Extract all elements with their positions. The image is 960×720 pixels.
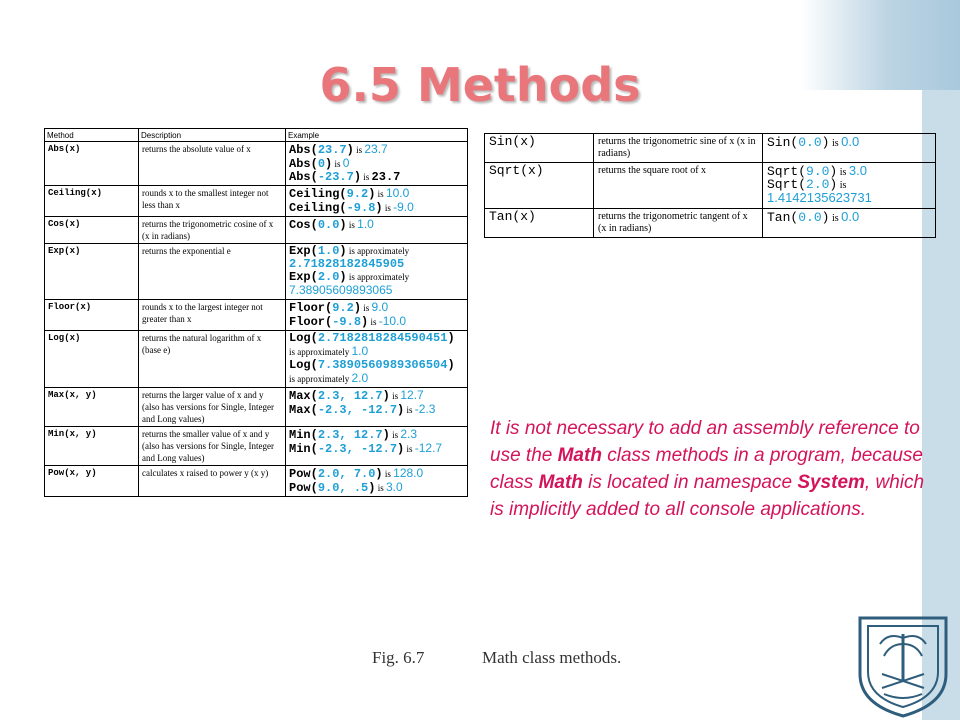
- example-code: Sin(: [767, 135, 799, 150]
- note-part: class methods in a program, because class: [490, 445, 923, 493]
- example-line: [289, 332, 464, 345]
- example-line: [767, 192, 931, 206]
- example-result: 0.0: [841, 209, 860, 224]
- method-name: Sqrt(x): [485, 163, 594, 209]
- example-code: Abs(: [289, 157, 318, 171]
- example-code: Abs(: [289, 170, 318, 184]
- example-arg: -9.8: [332, 315, 362, 329]
- method-example: [286, 300, 468, 331]
- example-is: is: [377, 189, 384, 199]
- example-line: [289, 359, 464, 372]
- example-is: is: [377, 483, 384, 493]
- example-result: 128.0: [393, 466, 424, 480]
- example-is: is: [384, 203, 391, 213]
- example-tail: is approximately: [289, 374, 350, 384]
- example-result: -12.7: [414, 441, 443, 455]
- example-arg: -2.3, -12.7: [317, 403, 398, 417]
- example-line: [289, 442, 464, 456]
- example-code-close: ): [829, 177, 838, 192]
- example-code: Floor(: [289, 301, 333, 315]
- example-line: [767, 136, 931, 150]
- method-description: returns the trigonometric tangent of x (x in radians): [594, 209, 763, 238]
- example-arg: 7.3890560989306504: [317, 358, 448, 372]
- table-row: [45, 300, 468, 331]
- example-arg: 2.3, 12.7: [317, 428, 383, 442]
- example-code-close: ): [353, 170, 362, 184]
- method-name: Cos(x): [45, 217, 139, 244]
- method-name: Min(x, y): [45, 427, 139, 466]
- example-code: Floor(: [289, 315, 333, 329]
- example-line: [289, 481, 464, 495]
- example-is: is: [363, 303, 370, 313]
- example-code-close: ): [361, 315, 369, 329]
- example-arg: 9.0: [806, 164, 830, 179]
- slide-title: 6.5 Methods: [319, 58, 641, 112]
- example-code: Max(: [289, 389, 318, 403]
- method-name: Abs(x): [45, 142, 139, 186]
- example-line: [289, 428, 464, 442]
- example-is: is: [363, 172, 370, 182]
- example-result: 0.0: [841, 134, 860, 149]
- example-line: [289, 187, 464, 201]
- example-result: 23.7: [371, 170, 401, 184]
- example-code-close: ): [447, 331, 455, 345]
- example-arg: 2.7182818284590451: [317, 331, 448, 345]
- example-code-close: ): [382, 428, 390, 442]
- example-result: 0: [342, 156, 350, 170]
- note-emphasis: Math: [557, 445, 602, 466]
- method-example: [763, 163, 936, 209]
- example-is: is: [356, 145, 363, 155]
- example-arg: -9.8: [346, 201, 376, 215]
- method-name: Tan(x): [485, 209, 594, 238]
- math-methods-table: [44, 128, 468, 497]
- example-is: is: [406, 405, 413, 415]
- method-description: returns the trigonometric sine of x (x in radians): [594, 134, 763, 163]
- method-description: returns the square root of x: [594, 163, 763, 209]
- method-example: [286, 427, 468, 466]
- example-code-close: ): [346, 143, 354, 157]
- example-is: is: [384, 469, 391, 479]
- method-description: returns the absolute value of x: [139, 142, 286, 186]
- column-header-example: Example: [286, 129, 468, 142]
- table-row: [45, 331, 468, 388]
- method-description: returns the larger value of x and y (also has versions for Single, Integer and Long values): [139, 388, 286, 427]
- example-is: is: [839, 167, 847, 178]
- example-result: 3.0: [848, 163, 867, 178]
- university-seal-icon: [850, 604, 956, 718]
- example-arg: 0.0: [798, 135, 822, 150]
- example-result: 1.4142135623731: [767, 190, 872, 205]
- example-arg: 2.0: [806, 177, 830, 192]
- table-row: [45, 388, 468, 427]
- figure-caption: [372, 648, 621, 668]
- example-result: 23.7: [364, 142, 388, 156]
- example-code: Sqrt(: [767, 177, 807, 192]
- example-line: [289, 389, 464, 403]
- example-code-close: ): [382, 389, 390, 403]
- table-row: [45, 142, 468, 186]
- table-row: [485, 163, 936, 209]
- note-part: It is not necessary to add an assembly reference to use the: [490, 418, 920, 466]
- example-code: Min(: [289, 428, 318, 442]
- example-is: is: [392, 430, 399, 440]
- example-line: [289, 201, 464, 215]
- example-code-close: ): [375, 467, 383, 481]
- example-arg: 0: [317, 157, 326, 171]
- example-arg: 1.0: [317, 244, 340, 258]
- example-code-close: ): [821, 210, 830, 225]
- example-arg: 23.7: [317, 143, 347, 157]
- example-code: Tan(: [767, 210, 799, 225]
- trig-methods-table: [484, 133, 936, 238]
- method-example: [286, 466, 468, 497]
- example-is: is: [839, 180, 847, 191]
- example-is: is: [348, 220, 355, 230]
- example-code: Pow(: [289, 481, 318, 495]
- note-part: is located in namespace: [582, 472, 798, 493]
- example-code: Log(: [289, 358, 318, 372]
- example-code-close: ): [829, 164, 838, 179]
- method-example: [763, 209, 936, 238]
- example-result: -10.0: [378, 314, 407, 328]
- method-example: [286, 331, 468, 388]
- example-is: is: [831, 213, 839, 224]
- example-arg: 9.2: [346, 187, 369, 201]
- example-tail: is approximately: [289, 347, 350, 357]
- example-code-close: ): [339, 270, 347, 284]
- note-emphasis: System: [797, 472, 865, 493]
- example-code-close: ): [325, 157, 333, 171]
- example-code: Sqrt(: [767, 164, 807, 179]
- example-line: [289, 403, 464, 417]
- example-is: is: [334, 159, 341, 169]
- note-text: [490, 415, 940, 523]
- example-arg: -23.7: [317, 170, 354, 184]
- example-code: Log(: [289, 331, 318, 345]
- example-line: [289, 171, 464, 184]
- example-code-close: ): [447, 358, 455, 372]
- example-line: [289, 315, 464, 329]
- method-name: Max(x, y): [45, 388, 139, 427]
- table-row: [45, 466, 468, 497]
- example-code-close: ): [397, 403, 405, 417]
- example-code: Max(: [289, 403, 318, 417]
- example-line: [289, 301, 464, 315]
- method-name: Ceiling(x): [45, 186, 139, 217]
- example-code: Ceiling(: [289, 201, 347, 215]
- note-part: , which is implicitly added to all console applications.: [490, 472, 925, 520]
- example-code: Ceiling(: [289, 187, 347, 201]
- method-example: [286, 388, 468, 427]
- method-name: Pow(x, y): [45, 466, 139, 497]
- example-code: Exp(: [289, 244, 318, 258]
- example-arg: 2.0, 7.0: [317, 467, 376, 481]
- method-name: Sin(x): [485, 134, 594, 163]
- example-is: is: [370, 317, 377, 327]
- example-is: is: [831, 138, 839, 149]
- method-example: [286, 186, 468, 217]
- method-description: returns the trigonometric cosine of x (x in radians): [139, 217, 286, 244]
- method-example: [286, 142, 468, 186]
- example-arg: 0.0: [317, 218, 340, 232]
- example-result: 3.0: [385, 480, 403, 494]
- method-example: [763, 134, 936, 163]
- column-header-description: Description: [139, 129, 286, 142]
- example-line: [289, 372, 464, 386]
- example-arg: 2.3, 12.7: [317, 389, 383, 403]
- example-line: [289, 143, 464, 157]
- example-code-close: ): [339, 244, 347, 258]
- example-line: [289, 345, 464, 359]
- example-result: 7.38905609893065: [289, 283, 393, 297]
- example-tail: is approximately: [348, 272, 410, 282]
- example-arg: 0.0: [798, 210, 822, 225]
- example-code-close: ): [353, 301, 362, 315]
- example-arg: 9.2: [332, 301, 354, 315]
- example-code-close: ): [368, 481, 376, 495]
- example-code-close: ): [375, 201, 383, 215]
- example-result: -2.3: [414, 402, 436, 416]
- example-code: Pow(: [289, 467, 318, 481]
- method-name: Log(x): [45, 331, 139, 388]
- example-result: 2.71828182845905: [289, 257, 405, 271]
- table-row: [45, 186, 468, 217]
- table-row: [485, 134, 936, 163]
- method-description: calculates x raised to power y (x y): [139, 466, 286, 497]
- method-description: rounds x to the smallest integer not less than x: [139, 186, 286, 217]
- example-code: Exp(: [289, 270, 318, 284]
- example-arg: 2.0: [317, 270, 340, 284]
- example-line: [289, 467, 464, 481]
- example-arg: 9.0, .5: [317, 481, 369, 495]
- method-name: Floor(x): [45, 300, 139, 331]
- example-is: is: [406, 444, 413, 454]
- example-code-close: ): [339, 218, 347, 232]
- example-result: 9.0: [371, 300, 389, 314]
- example-result: -9.0: [393, 200, 414, 214]
- method-description: returns the natural logarithm of x (base e): [139, 331, 286, 388]
- figure-label: Fig. 6.7: [372, 648, 425, 667]
- example-code-close: ): [821, 135, 830, 150]
- example-code-close: ): [397, 442, 405, 456]
- example-tail: is approximately: [348, 246, 410, 256]
- example-result: 2.3: [400, 427, 418, 441]
- example-result: 12.7: [400, 388, 424, 402]
- table-row: [485, 209, 936, 238]
- example-result: 2.0: [351, 371, 369, 385]
- example-result: 1.0: [357, 217, 374, 231]
- figure-caption-text: Math class methods.: [482, 648, 622, 667]
- example-arg: -2.3, -12.7: [317, 442, 398, 456]
- column-header-method: Method: [45, 129, 139, 142]
- method-name: Exp(x): [45, 244, 139, 300]
- example-code: Cos(: [289, 218, 318, 232]
- method-example: [286, 217, 468, 244]
- example-line: [767, 211, 931, 225]
- example-is: is: [392, 391, 399, 401]
- table-row: [45, 244, 468, 300]
- example-result: 10.0: [385, 186, 410, 200]
- method-description: returns the smaller value of x and y (also has versions for Single, Integer and Long values): [139, 427, 286, 466]
- example-code: Min(: [289, 442, 318, 456]
- example-result: 1.0: [351, 344, 369, 358]
- note-emphasis: Math: [538, 472, 583, 493]
- table-row: [45, 427, 468, 466]
- example-line: [289, 284, 464, 298]
- method-description: rounds x to the largest integer not greater than x: [139, 300, 286, 331]
- method-description: returns the exponential e: [139, 244, 286, 300]
- example-code: Abs(: [289, 143, 318, 157]
- example-line: [289, 218, 464, 232]
- table-row: [45, 217, 468, 244]
- example-line: [289, 157, 464, 171]
- method-example: [286, 244, 468, 300]
- example-code-close: ): [368, 187, 376, 201]
